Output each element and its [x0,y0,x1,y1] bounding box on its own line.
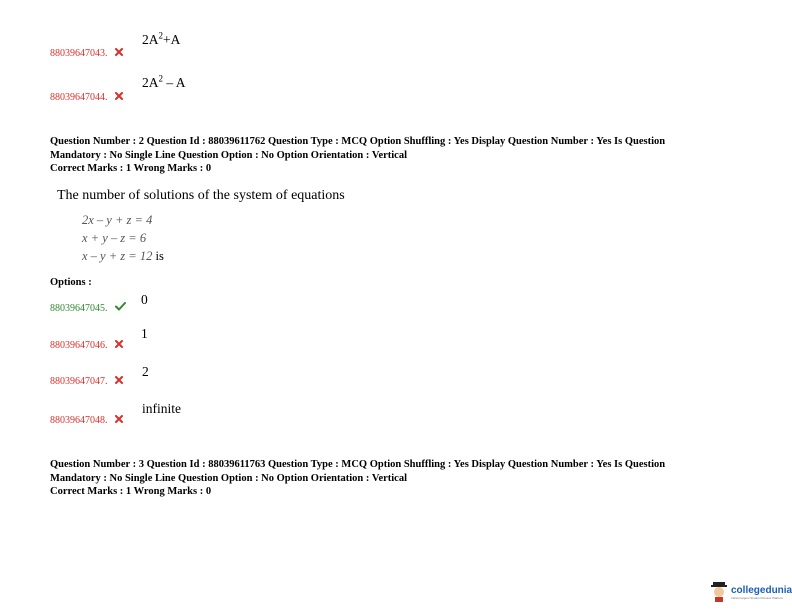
wrong-mark-icon [115,87,123,105]
logo-tagline: India's largest Student Review Platform [731,595,784,600]
option-id: 88039647045. [50,303,108,314]
marks-line: Correct Marks : 1 Wrong Marks : 0 [50,486,212,497]
meta-line: Mandatory : No Single Line Question Option : No Option Orientation : Vertical [50,149,408,161]
question-meta [50,135,750,176]
option-id: 88039647043. [50,48,108,59]
collegedunia-logo [710,582,792,602]
option-row [50,410,123,428]
question-text: The number of solutions of the system of equations [57,188,345,203]
check-icon [115,298,126,316]
mascot-icon [710,582,728,602]
meta-line: Question Number : 2 Question Id : 88039611762 Question Type : MCQ Option Shuffling : Yes Display Question Number : Yes Is Question [50,136,666,147]
wrong-mark-icon [115,410,123,428]
option-text: 1 [141,326,148,341]
equation-line: x + y – z = 6 [82,231,147,245]
equation-line: 2x – y + z = 4 [82,213,153,227]
option-text: 2 [142,364,149,379]
option-id: 88039647046. [50,340,108,351]
option-id: 88039647044. [50,92,108,103]
option-text: infinite [142,401,181,416]
option-row [50,43,123,61]
option-row [50,298,126,316]
option-row [50,335,123,353]
option-text: 0 [141,292,148,307]
wrong-mark-icon [115,335,123,353]
equation-line: x – y + z = 12 is [82,249,164,263]
option-text: $2A^2$ – A [142,73,186,90]
meta-line: Question Number : 3 Question Id : 88039611763 Question Type : MCQ Option Shuffling : Yes Display Question Number : Yes Is Question [50,459,666,470]
option-id: 88039647047. [50,376,108,387]
option-id: 88039647048. [50,415,108,426]
option-row [50,371,123,389]
wrong-mark-icon [115,371,123,389]
marks-line: Correct Marks : 1 Wrong Marks : 0 [50,163,212,174]
options-label: Options : [50,277,92,288]
option-row [50,87,123,105]
option-text: $2A^2+A$ [142,30,181,47]
logo-text: collegedunia [731,584,792,596]
wrong-mark-icon [115,43,123,61]
question-meta [50,458,750,499]
meta-line: Mandatory : No Single Line Question Option : No Option Orientation : Vertical [50,472,408,484]
